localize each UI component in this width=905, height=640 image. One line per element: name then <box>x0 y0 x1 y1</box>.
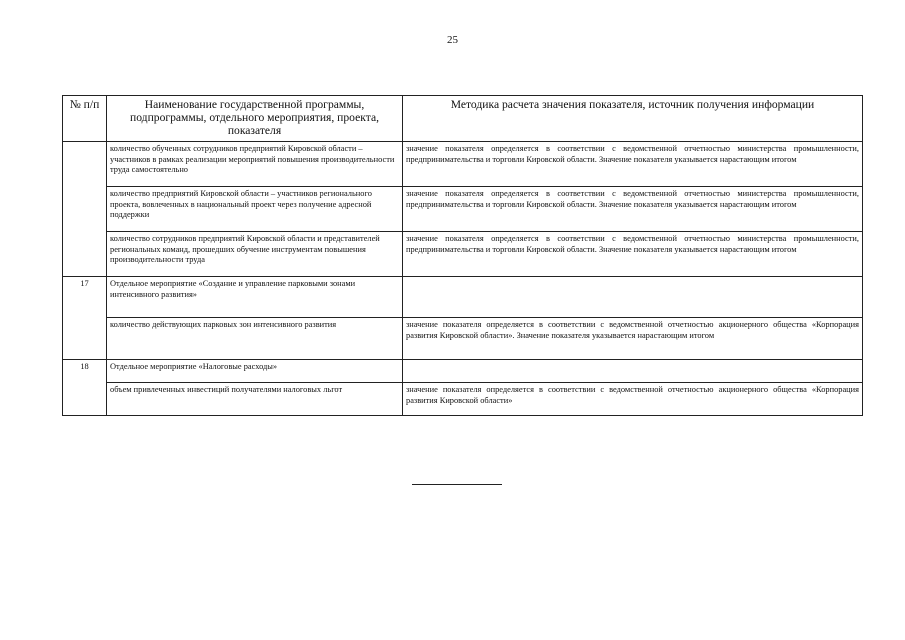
row-name: количество действующих парковых зон интенсивного развития <box>107 318 403 360</box>
row-num: 17 <box>63 277 107 360</box>
header-name: Наименование государственной программы, подпрограммы, отдельного мероприятия, проекта, показателя <box>107 96 403 142</box>
table-row <box>63 383 863 416</box>
row-method: значение показателя определяется в соответствии с ведомственной отчетностью министерства промышленности, предпринимательства и торговли Кировской области. Значение показателя указывается нарастающим итогом <box>403 187 863 232</box>
table-row <box>63 360 863 383</box>
row-method: значение показателя определяется в соответствии с ведомственной отчетностью акционерного общества «Корпорация развития Кировской области». Значение показателя указывается нарастающим итогом <box>403 318 863 360</box>
row-method <box>403 277 863 318</box>
row-num <box>63 142 107 277</box>
table-row <box>63 232 863 277</box>
row-method: значение показателя определяется в соответствии с ведомственной отчетностью министерства промышленности, предпринимательства и торговли Кировской области. Значение показателя указывается нарастающим итогом <box>403 232 863 277</box>
row-name: Отдельное мероприятие «Создание и управление парковыми зонами интенсивного развития» <box>107 277 403 318</box>
table-header-row <box>63 96 863 142</box>
row-name: количество предприятий Кировской области – участников регионального проекта, вовлеченных в национальный проект через получение адресной поддержки <box>107 187 403 232</box>
table-row <box>63 318 863 360</box>
row-name: количество сотрудников предприятий Кировской области и представителей региональных команд, прошедших обучение инструментам повышения производительности труда <box>107 232 403 277</box>
table-row <box>63 277 863 318</box>
table-row <box>63 187 863 232</box>
indicators-table <box>62 95 863 416</box>
row-name: Отдельное мероприятие «Налоговые расходы» <box>107 360 403 383</box>
row-name: количество обученных сотрудников предприятий Кировской области – участников в рамках реализации мероприятий повышения производительности труда самостоятельно <box>107 142 403 187</box>
row-method: значение показателя определяется в соответствии с ведомственной отчетностью акционерного общества «Корпорация развития Кировской области» <box>403 383 863 416</box>
table-row <box>63 142 863 187</box>
header-method: Методика расчета значения показателя, источник получения информации <box>403 96 863 142</box>
header-num: № п/п <box>63 96 107 142</box>
row-method: значение показателя определяется в соответствии с ведомственной отчетностью министерства промышленности, предпринимательства и торговли Кировской области. Значение показателя указывается нарастающим итогом <box>403 142 863 187</box>
page-number: 25 <box>447 34 458 46</box>
row-method <box>403 360 863 383</box>
row-num: 18 <box>63 360 107 416</box>
row-name: объем привлеченных инвестиций получателями налоговых льгот <box>107 383 403 416</box>
footnote-separator <box>412 484 502 485</box>
